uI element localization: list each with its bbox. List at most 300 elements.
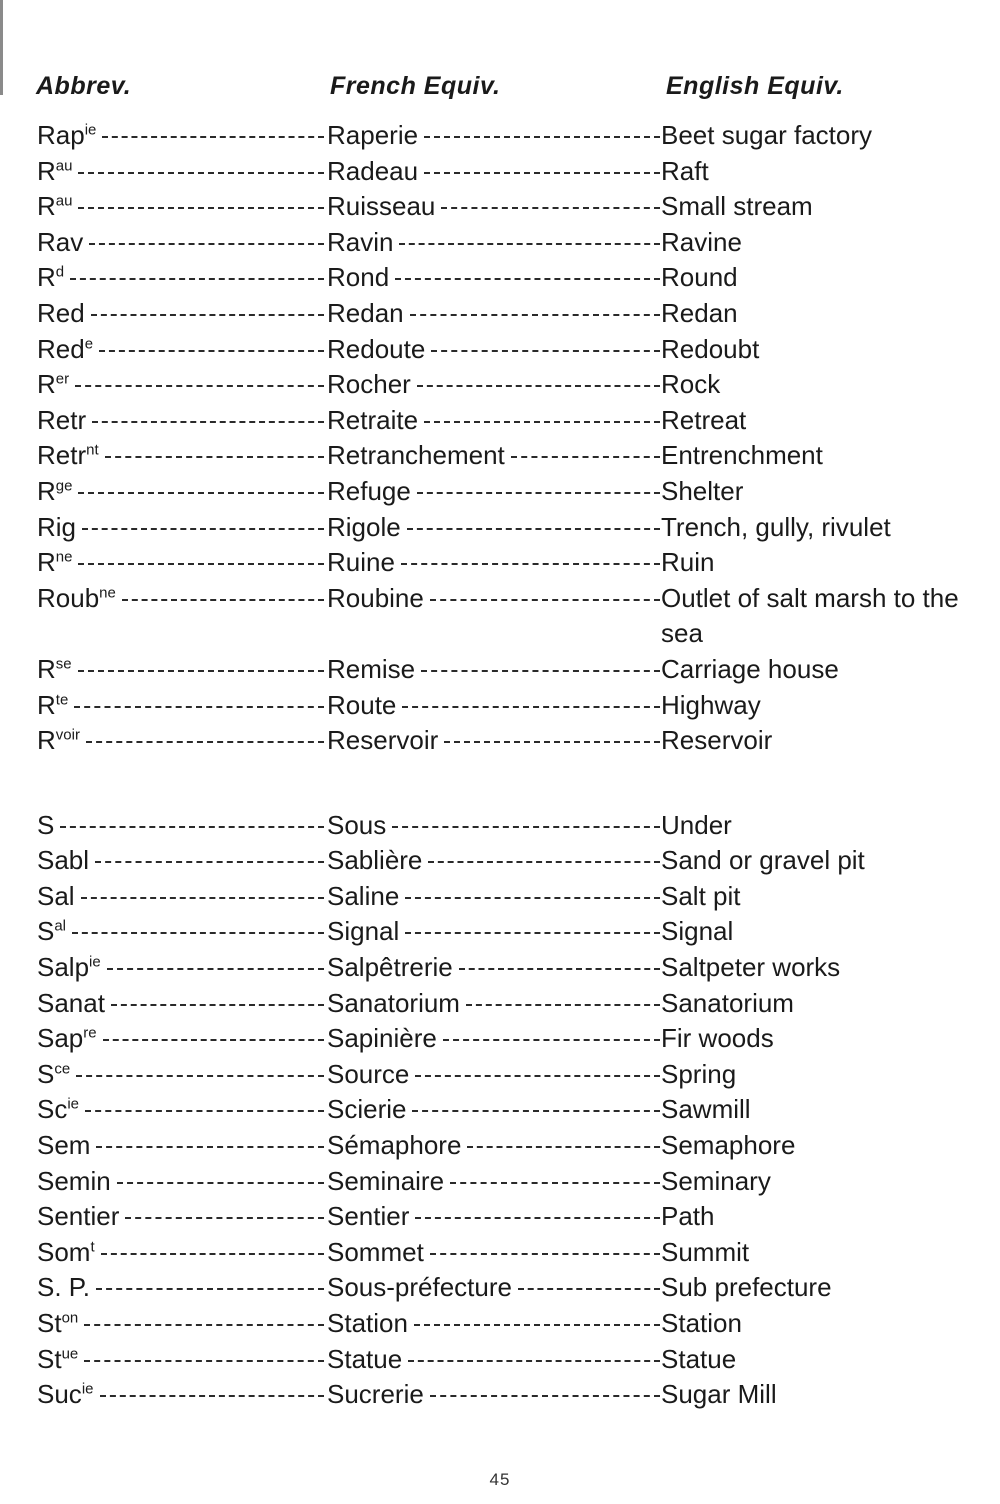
abbrev-text: $S^{ce}$ — [37, 1058, 71, 1089]
abbrev-cell — [37, 403, 325, 439]
dotted-leader — [417, 385, 660, 387]
french-cell — [327, 154, 661, 190]
column-headers — [36, 72, 966, 112]
french-cell — [327, 189, 661, 225]
abbrev-superscript: t — [90, 1238, 95, 1256]
french-text: Sous — [327, 809, 387, 840]
abbrev-superscript: ie — [67, 1095, 80, 1113]
abbrev-cell — [37, 1342, 325, 1378]
table-row — [37, 367, 967, 403]
table-row — [37, 723, 967, 759]
abbrev-cell — [37, 1092, 325, 1128]
dotted-leader — [70, 278, 324, 280]
table-row — [37, 914, 967, 950]
table-row — [37, 260, 967, 296]
french-text: Statue — [327, 1343, 403, 1374]
english-cell: Saltpeter works — [661, 952, 841, 983]
english-cell: Trench, gully, rivulet — [661, 511, 891, 542]
french-cell — [327, 808, 661, 844]
french-cell — [327, 1342, 661, 1378]
french-cell — [327, 1128, 661, 1164]
dotted-leader — [450, 1182, 660, 1184]
abbrev-cell — [37, 225, 325, 261]
dotted-leader — [405, 897, 660, 899]
abbrev-text: $R^{voir}$ — [37, 725, 80, 756]
abbrev-cell — [37, 296, 325, 332]
french-text: Redan — [327, 297, 404, 328]
dotted-leader — [399, 243, 660, 245]
abbrev-cell — [37, 367, 325, 403]
table-row — [37, 652, 967, 688]
english-cell: Fir woods — [661, 1023, 774, 1054]
dotted-leader — [392, 826, 660, 828]
french-text: Rond — [327, 262, 390, 293]
abbrev-superscript: ne — [99, 584, 116, 602]
dotted-leader — [430, 599, 660, 601]
abbrev-cell — [37, 1377, 325, 1413]
english-cell: Rock — [661, 369, 721, 400]
abbrev-superscript: ie — [84, 121, 97, 139]
english-cell: Sand or gravel pit — [661, 845, 865, 876]
dotted-leader — [511, 456, 660, 458]
english-cell: Path — [661, 1201, 715, 1232]
abbrev-cell — [37, 1306, 325, 1342]
abbrev-cell — [37, 581, 325, 617]
abbrev-cell — [37, 723, 325, 759]
abbrev-text: Sem — [37, 1130, 91, 1161]
dotted-leader — [125, 1217, 324, 1219]
dotted-leader — [414, 1324, 660, 1326]
french-cell — [327, 438, 661, 474]
dotted-leader — [78, 563, 324, 565]
abbrev-cell — [37, 510, 325, 546]
table-row — [37, 403, 967, 439]
english-cell: Seminary — [661, 1165, 771, 1196]
english-cell: Highway — [661, 689, 761, 720]
french-text: Sablière — [327, 845, 423, 876]
abbrev-cell — [37, 260, 325, 296]
dotted-leader — [105, 456, 324, 458]
abbrev-cell — [37, 332, 325, 368]
abbrev-cell — [37, 1199, 325, 1235]
dotted-leader — [89, 243, 324, 245]
english-cell: Salt pit — [661, 880, 741, 911]
french-cell — [327, 1270, 661, 1306]
abbrev-text: Rig — [37, 511, 77, 542]
french-cell — [327, 1057, 661, 1093]
french-text: Sentier — [327, 1201, 410, 1232]
abbrev-text: Som$^t$ — [37, 1236, 95, 1267]
table-row — [37, 545, 967, 581]
dotted-leader — [466, 1004, 660, 1006]
dotted-leader — [430, 1395, 660, 1397]
french-text: Sucrerie — [327, 1379, 424, 1410]
abbrev-cell — [37, 189, 325, 225]
french-text: Salpêtrerie — [327, 952, 453, 983]
dotted-leader — [96, 1146, 324, 1148]
abbrev-text: $R^{au}$ — [37, 191, 73, 222]
dotted-leader — [100, 1395, 325, 1397]
abbrev-text: S — [37, 809, 55, 840]
french-cell — [327, 367, 661, 403]
table-row — [37, 879, 967, 915]
table-row — [37, 1377, 967, 1413]
abbrev-text: $St^{on}$ — [37, 1308, 79, 1338]
dotted-leader — [395, 278, 660, 280]
abbrev-cell — [37, 986, 325, 1022]
abbreviation-table — [37, 118, 967, 1413]
abbrev-cell — [37, 843, 325, 879]
dotted-leader — [101, 1253, 324, 1255]
abbrev-superscript: on — [61, 1309, 79, 1327]
french-text: Retraite — [327, 404, 419, 435]
header-abbrev: Abbrev. — [36, 72, 132, 100]
abbrev-cell — [37, 808, 325, 844]
english-cell: Sugar Mill — [661, 1379, 777, 1410]
french-cell — [327, 688, 661, 724]
table-row — [37, 1057, 967, 1093]
english-cell: Signal — [661, 916, 734, 947]
dotted-leader — [78, 670, 324, 672]
table-row — [37, 510, 967, 546]
abbrev-cell — [37, 1270, 325, 1306]
dotted-leader — [86, 741, 324, 743]
dotted-leader — [107, 968, 324, 970]
english-cell: Retreat — [661, 404, 747, 435]
french-text: Refuge — [327, 475, 411, 506]
abbrev-cell — [37, 474, 325, 510]
french-text: Raperie — [327, 120, 419, 150]
dotted-leader — [430, 1253, 660, 1255]
french-text: Signal — [327, 916, 400, 947]
french-text: Seminaire — [327, 1165, 445, 1196]
abbrev-superscript: d — [55, 263, 65, 281]
dotted-leader — [92, 421, 324, 423]
french-cell — [327, 225, 661, 261]
abbrev-text: $S^{al}$ — [37, 916, 67, 947]
french-text: Rocher — [327, 369, 411, 400]
abbrev-text: Sabl — [37, 845, 90, 876]
abbrev-cell — [37, 1128, 325, 1164]
abbrev-superscript: er — [55, 370, 70, 388]
abbrev-superscript: ne — [55, 548, 73, 566]
abbrev-text: Sanat — [37, 987, 105, 1018]
english-cell: Sawmill — [661, 1094, 751, 1125]
dotted-leader — [102, 136, 324, 138]
french-cell — [327, 545, 661, 581]
abbrev-cell — [37, 914, 325, 950]
abbrev-cell — [37, 545, 325, 581]
french-cell — [327, 474, 661, 510]
dotted-leader — [78, 207, 324, 209]
abbrev-text: Sentier — [37, 1201, 120, 1232]
dotted-leader — [424, 172, 660, 174]
abbrev-text: $R^{se}$ — [37, 653, 72, 684]
abbrev-cell — [37, 950, 325, 986]
abbrev-text: $R^{te}$ — [37, 689, 69, 720]
french-text: Rigole — [327, 511, 401, 542]
english-cell: Redoubt — [661, 333, 760, 364]
french-text: Roubine — [327, 582, 424, 613]
dotted-leader — [408, 1360, 660, 1362]
abbrev-superscript: te — [55, 690, 69, 708]
abbrev-text: Semin — [37, 1165, 111, 1196]
dotted-leader — [410, 314, 660, 316]
table-row — [37, 1270, 967, 1306]
abbrev-text: Sap$^{re}$ — [37, 1023, 97, 1054]
table-row — [37, 189, 967, 225]
french-text: Sapinière — [327, 1023, 437, 1054]
table-row — [37, 474, 967, 510]
abbrev-superscript: au — [55, 192, 73, 210]
dotted-leader — [60, 826, 324, 828]
dotted-leader — [95, 861, 324, 863]
dotted-leader — [84, 1324, 324, 1326]
english-cell: Statue — [661, 1343, 737, 1374]
french-cell — [327, 332, 661, 368]
dotted-leader — [72, 932, 324, 934]
table-row — [37, 808, 967, 844]
abbrev-text: Sal — [37, 880, 75, 911]
dotted-leader — [412, 1110, 660, 1112]
abbrev-cell — [37, 652, 325, 688]
english-cell: Shelter — [661, 475, 744, 506]
dotted-leader — [415, 1075, 660, 1077]
abbrev-cell — [37, 1021, 325, 1057]
french-text: Remise — [327, 653, 416, 684]
abbrev-text: $Sc^{ie}$ — [37, 1094, 80, 1125]
table-row — [37, 438, 967, 474]
table-row — [37, 296, 967, 332]
abbrev-text: $R^d$ — [37, 262, 65, 293]
abbrev-text: Rap$^{ie}$ — [37, 120, 97, 150]
abbrev-text: Red — [37, 297, 85, 328]
abbrev-text: $St^{ue}$ — [37, 1343, 79, 1374]
english-cell: Reservoir — [661, 725, 773, 756]
abbrev-text: Retr$^{nt}$ — [37, 440, 99, 471]
table-row — [37, 1164, 967, 1200]
abbrev-superscript: ie — [81, 1380, 94, 1398]
table-row — [37, 225, 967, 261]
french-text: Ruine — [327, 547, 395, 578]
english-cell: Small stream — [661, 191, 813, 222]
table-row — [37, 118, 967, 154]
table-row — [37, 1235, 967, 1271]
table-row — [37, 950, 967, 986]
french-cell — [327, 843, 661, 879]
french-cell — [327, 1235, 661, 1271]
abbrev-text: Retr — [37, 404, 87, 435]
french-cell — [327, 260, 661, 296]
table-row — [37, 1342, 967, 1378]
dotted-leader — [96, 1288, 324, 1290]
french-cell — [327, 296, 661, 332]
dotted-leader — [91, 314, 324, 316]
french-text: Radeau — [327, 155, 419, 186]
abbrev-superscript: e — [84, 334, 94, 352]
abbrev-text: Red$^e$ — [37, 333, 94, 364]
abbrev-cell — [37, 1164, 325, 1200]
table-row — [37, 1092, 967, 1128]
dotted-leader — [431, 350, 660, 352]
french-cell — [327, 723, 661, 759]
dotted-leader — [78, 492, 324, 494]
dotted-leader — [415, 1217, 660, 1219]
french-text: Ravin — [327, 226, 394, 257]
dotted-leader — [518, 1288, 660, 1290]
french-cell — [327, 950, 661, 986]
dotted-leader — [76, 1075, 324, 1077]
abbrev-text: Roub$^{ne}$ — [37, 582, 116, 613]
dotted-leader — [78, 172, 324, 174]
table-row — [37, 1128, 967, 1164]
abbrev-text: Salp$^{ie}$ — [37, 952, 101, 983]
dotted-leader — [82, 528, 324, 530]
abbrev-text: Rav — [37, 226, 84, 257]
french-cell — [327, 118, 661, 154]
english-cell: Under — [661, 809, 732, 840]
abbrev-text: $R^{er}$ — [37, 369, 70, 400]
french-cell — [327, 652, 661, 688]
table-row — [37, 1021, 967, 1057]
header-french: French Equiv. — [330, 72, 501, 100]
english-cell: Station — [661, 1308, 742, 1338]
table-row — [37, 332, 967, 368]
english-cell: Semaphore — [661, 1130, 796, 1161]
dotted-leader — [99, 350, 324, 352]
table-row — [37, 986, 967, 1022]
english-cell: Outlet of salt marsh to the sea — [661, 582, 959, 649]
dotted-leader — [84, 1360, 324, 1362]
header-english: English Equiv. — [666, 72, 844, 100]
french-cell — [327, 1377, 661, 1413]
table-row — [37, 581, 967, 652]
table-row — [37, 688, 967, 724]
french-text: Station — [327, 1308, 408, 1338]
dotted-leader — [441, 207, 660, 209]
dotted-leader — [405, 932, 660, 934]
english-cell: Round — [661, 262, 738, 293]
dotted-leader — [122, 599, 324, 601]
abbrev-superscript: ge — [55, 477, 73, 495]
abbrev-cell — [37, 154, 325, 190]
abbrev-cell — [37, 1235, 325, 1271]
dotted-leader — [81, 897, 324, 899]
dotted-leader — [402, 706, 660, 708]
french-cell — [327, 510, 661, 546]
french-text: Sous-préfecture — [327, 1272, 512, 1303]
abbrev-text: $R^{au}$ — [37, 155, 73, 186]
english-cell: Summit — [661, 1236, 750, 1267]
abbrev-superscript: ie — [89, 953, 101, 971]
dotted-leader — [424, 136, 660, 138]
dotted-leader — [117, 1182, 324, 1184]
dotted-leader — [424, 421, 660, 423]
abbrev-cell — [37, 438, 325, 474]
dotted-leader — [401, 563, 660, 565]
abbrev-superscript: voir — [55, 726, 80, 744]
abbrev-superscript: ce — [54, 1060, 71, 1078]
english-cell: Carriage house — [661, 653, 839, 684]
abbrev-cell — [37, 879, 325, 915]
dotted-leader — [74, 706, 324, 708]
dotted-leader — [467, 1146, 660, 1148]
french-text: Reservoir — [327, 725, 439, 756]
french-text: Sommet — [327, 1236, 424, 1267]
abbrev-text: $R^{ne}$ — [37, 547, 73, 578]
french-text: Scierie — [327, 1094, 407, 1125]
table-row — [37, 1306, 967, 1342]
dotted-leader — [417, 492, 660, 494]
french-cell — [327, 1021, 661, 1057]
dotted-leader — [111, 1004, 324, 1006]
abbrev-text: Suc$^{ie}$ — [37, 1379, 94, 1410]
dotted-leader — [428, 861, 660, 863]
abbrev-cell — [37, 118, 325, 154]
french-cell — [327, 403, 661, 439]
abbrev-superscript: ue — [61, 1344, 79, 1362]
french-text: Ruisseau — [327, 191, 436, 222]
english-cell: Ruin — [661, 547, 715, 578]
french-cell — [327, 1092, 661, 1128]
english-cell: Sub prefecture — [661, 1272, 832, 1303]
abbrev-cell — [37, 1057, 325, 1093]
dotted-leader — [443, 1039, 660, 1041]
english-cell: Entrenchment — [661, 440, 823, 471]
margin-mark — [0, 0, 3, 95]
french-cell — [327, 914, 661, 950]
abbrev-superscript: nt — [86, 441, 99, 459]
french-text: Route — [327, 689, 397, 720]
dotted-leader — [75, 385, 324, 387]
table-row — [37, 843, 967, 879]
abbrev-text: $R^{ge}$ — [37, 475, 73, 506]
french-cell — [327, 1306, 661, 1342]
abbrev-superscript: re — [83, 1024, 97, 1042]
dotted-leader — [407, 528, 660, 530]
french-cell — [327, 581, 661, 617]
english-cell: Raft — [661, 155, 709, 186]
abbrev-superscript: au — [55, 156, 73, 174]
english-cell: Beet sugar factory — [661, 120, 872, 150]
page-number: 45 — [489, 1470, 511, 1489]
dotted-leader — [459, 968, 660, 970]
abbrev-text: S. P. — [37, 1272, 91, 1303]
dotted-leader — [444, 741, 660, 743]
abbrev-superscript: al — [54, 917, 67, 935]
english-cell: Ravine — [661, 226, 742, 257]
abbrev-superscript: se — [55, 655, 72, 673]
french-text: Retranchement — [327, 440, 505, 471]
french-text: Redoute — [327, 333, 426, 364]
dotted-leader — [85, 1110, 324, 1112]
french-cell — [327, 1164, 661, 1200]
french-text: Sanatorium — [327, 987, 460, 1018]
english-cell: Sanatorium — [661, 987, 794, 1018]
table-row — [37, 154, 967, 190]
french-text: Sémaphore — [327, 1130, 462, 1161]
abbrev-cell — [37, 688, 325, 724]
french-cell — [327, 879, 661, 915]
dotted-leader — [103, 1039, 324, 1041]
french-text: Source — [327, 1058, 410, 1089]
french-text: Saline — [327, 880, 400, 911]
dotted-leader — [421, 670, 660, 672]
english-cell: Redan — [661, 297, 738, 328]
english-cell: Spring — [661, 1058, 737, 1089]
table-row — [37, 1199, 967, 1235]
french-cell — [327, 986, 661, 1022]
